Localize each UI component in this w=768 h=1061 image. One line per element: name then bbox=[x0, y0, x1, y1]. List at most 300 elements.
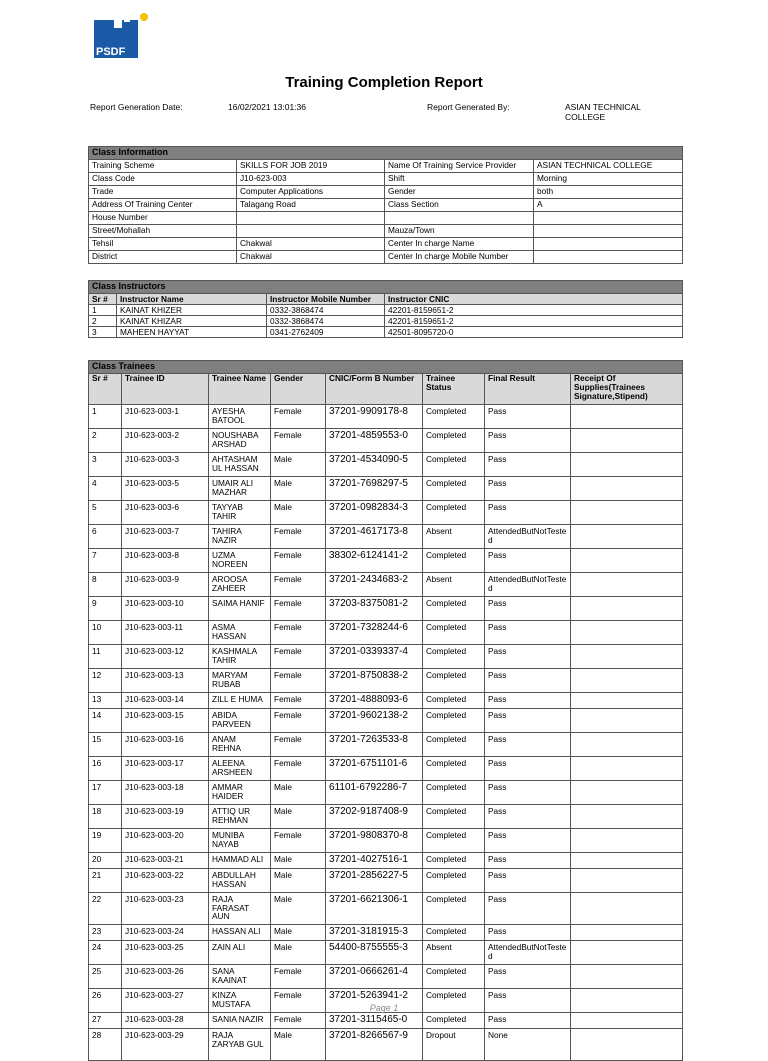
table-cell: Completed bbox=[423, 965, 485, 989]
table-cell: 37201-3115465-0 bbox=[326, 1013, 423, 1029]
table-cell: J10-623-003-16 bbox=[122, 733, 209, 757]
table-cell: 27 bbox=[89, 1013, 122, 1029]
table-cell: 16 bbox=[89, 757, 122, 781]
table-cell: Female bbox=[271, 525, 326, 549]
table-cell: 42201-8159651-2 bbox=[385, 305, 683, 316]
table-row bbox=[89, 869, 683, 893]
info-value: Computer Applications bbox=[237, 186, 385, 199]
table-cell: 37201-9602138-2 bbox=[326, 709, 423, 733]
table-cell: SANIA NAZIR bbox=[209, 1013, 271, 1029]
table-cell bbox=[571, 1013, 683, 1029]
table-cell: Male bbox=[271, 477, 326, 501]
table-cell: ATTIQ UR REHMAN bbox=[209, 805, 271, 829]
table-cell: Pass bbox=[485, 805, 571, 829]
table-row bbox=[89, 477, 683, 501]
table-cell: 14 bbox=[89, 709, 122, 733]
table-row bbox=[89, 733, 683, 757]
table-cell: J10-623-003-21 bbox=[122, 853, 209, 869]
table-cell: 61101-6792286-7 bbox=[326, 781, 423, 805]
table-cell: J10-623-003-12 bbox=[122, 645, 209, 669]
column-header-row bbox=[89, 294, 683, 305]
info-label: House Number bbox=[89, 212, 237, 225]
table-cell: KASHMALA TAHIR bbox=[209, 645, 271, 669]
table-row bbox=[89, 549, 683, 573]
table-cell: Female bbox=[271, 733, 326, 757]
table-cell bbox=[571, 405, 683, 429]
table-cell bbox=[571, 925, 683, 941]
table-cell: Pass bbox=[485, 1013, 571, 1029]
column-header: Instructor CNIC bbox=[385, 294, 683, 305]
table-cell: Pass bbox=[485, 645, 571, 669]
table-cell: ALEENA ARSHEEN bbox=[209, 757, 271, 781]
info-row bbox=[89, 199, 683, 212]
table-cell: NOUSHABA ARSHAD bbox=[209, 429, 271, 453]
table-cell: 11 bbox=[89, 645, 122, 669]
info-value: J10-623-003 bbox=[237, 173, 385, 186]
table-cell: 37201-4534090-5 bbox=[326, 453, 423, 477]
table-cell: 12 bbox=[89, 669, 122, 693]
table-cell: 37203-8375081-2 bbox=[326, 597, 423, 621]
table-cell: Female bbox=[271, 1013, 326, 1029]
table-cell: ASMA HASSAN bbox=[209, 621, 271, 645]
gen-by-label: Report Generated By: bbox=[427, 102, 510, 112]
table-cell: 37202-9187408-9 bbox=[326, 805, 423, 829]
table-cell: AttendedButNotTested bbox=[485, 525, 571, 549]
info-label: Class Code bbox=[89, 173, 237, 186]
table-cell: 22 bbox=[89, 893, 122, 925]
section-title: Class Instructors bbox=[89, 281, 683, 294]
table-cell: Completed bbox=[423, 453, 485, 477]
column-header: Sr # bbox=[89, 294, 117, 305]
table-cell: 5 bbox=[89, 501, 122, 525]
info-label: Name Of Training Service Provider bbox=[385, 160, 534, 173]
table-cell: KINZA MUSTAFA bbox=[209, 989, 271, 1013]
table-cell: 2 bbox=[89, 316, 117, 327]
info-label: Gender bbox=[385, 186, 534, 199]
info-label: Center In charge Name bbox=[385, 238, 534, 251]
page-number: Page 1 bbox=[369, 1003, 399, 1013]
table-cell: Pass bbox=[485, 693, 571, 709]
table-cell: 9 bbox=[89, 597, 122, 621]
table-row bbox=[89, 853, 683, 869]
table-cell: Male bbox=[271, 453, 326, 477]
info-value bbox=[534, 251, 683, 264]
table-cell bbox=[571, 781, 683, 805]
table-cell: AROOSA ZAHEER bbox=[209, 573, 271, 597]
table-cell: J10-623-003-9 bbox=[122, 573, 209, 597]
table-row bbox=[89, 693, 683, 709]
table-cell: 1 bbox=[89, 405, 122, 429]
table-cell: Completed bbox=[423, 645, 485, 669]
table-cell: J10-623-003-25 bbox=[122, 941, 209, 965]
table-cell: Female bbox=[271, 597, 326, 621]
table-cell: 18 bbox=[89, 805, 122, 829]
column-header: Trainee ID bbox=[122, 374, 209, 405]
info-label bbox=[385, 212, 534, 225]
table-cell bbox=[571, 477, 683, 501]
table-row bbox=[89, 757, 683, 781]
table-row bbox=[89, 621, 683, 645]
table-cell: J10-623-003-17 bbox=[122, 757, 209, 781]
table-cell: UMAIR ALI MAZHAR bbox=[209, 477, 271, 501]
table-cell: J10-623-003-28 bbox=[122, 1013, 209, 1029]
table-cell: Completed bbox=[423, 805, 485, 829]
table-cell: Completed bbox=[423, 429, 485, 453]
table-cell: J10-623-003-29 bbox=[122, 1029, 209, 1061]
table-cell: J10-623-003-22 bbox=[122, 869, 209, 893]
table-cell: 37201-0666261-4 bbox=[326, 965, 423, 989]
table-cell: KAINAT KHIZER bbox=[117, 305, 267, 316]
table-cell: 42201-8159651-2 bbox=[385, 316, 683, 327]
table-cell: J10-623-003-15 bbox=[122, 709, 209, 733]
section-title: Class Trainees bbox=[89, 361, 683, 374]
table-cell: 13 bbox=[89, 693, 122, 709]
table-cell bbox=[571, 757, 683, 781]
table-cell: Male bbox=[271, 925, 326, 941]
column-header: Trainee Name bbox=[209, 374, 271, 405]
table-cell: 37201-7328244-6 bbox=[326, 621, 423, 645]
table-cell: 4 bbox=[89, 477, 122, 501]
table-cell: J10-623-003-5 bbox=[122, 477, 209, 501]
table-cell: 24 bbox=[89, 941, 122, 965]
table-cell: HASSAN ALI bbox=[209, 925, 271, 941]
info-label: Center In charge Mobile Number bbox=[385, 251, 534, 264]
table-cell: 0332-3868474 bbox=[267, 305, 385, 316]
table-cell: 37201-4859553-0 bbox=[326, 429, 423, 453]
info-row bbox=[89, 160, 683, 173]
table-cell: Female bbox=[271, 829, 326, 853]
info-value: Morning bbox=[534, 173, 683, 186]
table-cell bbox=[571, 621, 683, 645]
table-cell: TAHIRA NAZIR bbox=[209, 525, 271, 549]
table-cell: 37201-3181915-3 bbox=[326, 925, 423, 941]
info-label: Training Scheme bbox=[89, 160, 237, 173]
table-cell: Pass bbox=[485, 829, 571, 853]
table-cell: J10-623-003-10 bbox=[122, 597, 209, 621]
table-cell: RAJA ZARYAB GUL bbox=[209, 1029, 271, 1061]
table-cell: 7 bbox=[89, 549, 122, 573]
table-cell: Completed bbox=[423, 621, 485, 645]
table-cell: Female bbox=[271, 989, 326, 1013]
section-header bbox=[89, 147, 683, 160]
table-cell: J10-623-003-7 bbox=[122, 525, 209, 549]
table-cell: Completed bbox=[423, 693, 485, 709]
table-cell: Female bbox=[271, 621, 326, 645]
table-cell: J10-623-003-18 bbox=[122, 781, 209, 805]
table-cell: Completed bbox=[423, 757, 485, 781]
table-cell: Pass bbox=[485, 853, 571, 869]
table-cell: Pass bbox=[485, 781, 571, 805]
table-cell bbox=[571, 549, 683, 573]
info-label: Shift bbox=[385, 173, 534, 186]
column-header: Gender bbox=[271, 374, 326, 405]
table-row bbox=[89, 525, 683, 549]
table-cell bbox=[571, 709, 683, 733]
table-cell: J10-623-003-24 bbox=[122, 925, 209, 941]
table-cell: 17 bbox=[89, 781, 122, 805]
info-value: ASIAN TECHNICAL COLLEGE bbox=[534, 160, 683, 173]
table-cell: Pass bbox=[485, 709, 571, 733]
table-cell: Completed bbox=[423, 989, 485, 1013]
table-cell: J10-623-003-19 bbox=[122, 805, 209, 829]
info-value bbox=[237, 225, 385, 238]
table-cell: AttendedButNotTested bbox=[485, 573, 571, 597]
table-row bbox=[89, 305, 683, 316]
info-row bbox=[89, 212, 683, 225]
table-cell: J10-623-003-3 bbox=[122, 453, 209, 477]
info-row bbox=[89, 238, 683, 251]
table-cell: 54400-8755555-3 bbox=[326, 941, 423, 965]
table-cell: 37201-0982834-3 bbox=[326, 501, 423, 525]
table-cell: Male bbox=[271, 781, 326, 805]
table-cell: 15 bbox=[89, 733, 122, 757]
table-cell: Completed bbox=[423, 893, 485, 925]
table-cell bbox=[571, 573, 683, 597]
table-cell: Female bbox=[271, 757, 326, 781]
table-cell: SAIMA HANIF bbox=[209, 597, 271, 621]
table-cell: Completed bbox=[423, 709, 485, 733]
table-row bbox=[89, 1013, 683, 1029]
info-row bbox=[89, 225, 683, 238]
table-cell: J10-623-003-14 bbox=[122, 693, 209, 709]
table-cell: 26 bbox=[89, 989, 122, 1013]
table-cell: HAMMAD ALI bbox=[209, 853, 271, 869]
table-cell: Pass bbox=[485, 733, 571, 757]
section-header bbox=[89, 281, 683, 294]
table-cell: Pass bbox=[485, 757, 571, 781]
column-header: CNIC/Form B Number bbox=[326, 374, 423, 405]
info-value bbox=[534, 212, 683, 225]
table-cell bbox=[571, 597, 683, 621]
table-cell: Male bbox=[271, 941, 326, 965]
table-cell: 37201-5263941-2 bbox=[326, 989, 423, 1013]
table-cell: Female bbox=[271, 693, 326, 709]
table-cell: J10-623-003-1 bbox=[122, 405, 209, 429]
table-cell: Pass bbox=[485, 549, 571, 573]
table-cell: MUNIBA NAYAB bbox=[209, 829, 271, 853]
table-row bbox=[89, 781, 683, 805]
column-header-row bbox=[89, 374, 683, 405]
table-cell: 19 bbox=[89, 829, 122, 853]
table-cell: ABDULLAH HASSAN bbox=[209, 869, 271, 893]
table-cell: Female bbox=[271, 709, 326, 733]
info-value: Chakwal bbox=[237, 238, 385, 251]
table-row bbox=[89, 316, 683, 327]
info-label: Mauza/Town bbox=[385, 225, 534, 238]
column-header: Trainee Status bbox=[423, 374, 485, 405]
table-cell: Female bbox=[271, 965, 326, 989]
table-cell bbox=[571, 693, 683, 709]
table-cell: Male bbox=[271, 501, 326, 525]
class-information-table bbox=[88, 146, 683, 264]
table-cell: Absent bbox=[423, 525, 485, 549]
info-label: District bbox=[89, 251, 237, 264]
table-cell: AMMAR HAIDER bbox=[209, 781, 271, 805]
table-cell: 1 bbox=[89, 305, 117, 316]
info-row bbox=[89, 251, 683, 264]
table-cell bbox=[571, 669, 683, 693]
table-row bbox=[89, 453, 683, 477]
table-cell: Completed bbox=[423, 477, 485, 501]
table-cell bbox=[571, 429, 683, 453]
table-cell: Pass bbox=[485, 453, 571, 477]
table-cell: SANA KAAINAT bbox=[209, 965, 271, 989]
table-cell: Completed bbox=[423, 549, 485, 573]
table-cell: 10 bbox=[89, 621, 122, 645]
column-header: Instructor Mobile Number bbox=[267, 294, 385, 305]
table-cell: Completed bbox=[423, 781, 485, 805]
table-cell: J10-623-003-11 bbox=[122, 621, 209, 645]
logo-text: PSDF bbox=[96, 46, 126, 58]
table-cell bbox=[571, 645, 683, 669]
table-cell: 37201-8750838-2 bbox=[326, 669, 423, 693]
table-cell: 37201-4027516-1 bbox=[326, 853, 423, 869]
table-cell: AYESHA BATOOL bbox=[209, 405, 271, 429]
table-cell: Pass bbox=[485, 477, 571, 501]
table-cell: Male bbox=[271, 869, 326, 893]
table-cell: 37201-6751101-6 bbox=[326, 757, 423, 781]
table-row bbox=[89, 941, 683, 965]
table-cell: 3 bbox=[89, 453, 122, 477]
table-cell bbox=[571, 805, 683, 829]
table-cell: 37201-8266567-9 bbox=[326, 1029, 423, 1061]
class-instructors-table bbox=[88, 280, 683, 338]
table-row bbox=[89, 925, 683, 941]
table-cell: 3 bbox=[89, 327, 117, 338]
table-row bbox=[89, 645, 683, 669]
table-cell: Male bbox=[271, 893, 326, 925]
table-cell: ZILL E HUMA bbox=[209, 693, 271, 709]
table-row bbox=[89, 709, 683, 733]
table-cell: Completed bbox=[423, 501, 485, 525]
info-label: Tehsil bbox=[89, 238, 237, 251]
gen-date-label: Report Generation Date: bbox=[90, 102, 183, 112]
table-cell: Male bbox=[271, 853, 326, 869]
table-cell: 28 bbox=[89, 1029, 122, 1061]
table-cell bbox=[571, 453, 683, 477]
info-value: Talagang Road bbox=[237, 199, 385, 212]
table-cell: 37201-0339337-4 bbox=[326, 645, 423, 669]
table-cell: 0341-2762409 bbox=[267, 327, 385, 338]
info-label: Address Of Training Center bbox=[89, 199, 237, 212]
table-cell bbox=[571, 941, 683, 965]
table-cell: Completed bbox=[423, 869, 485, 893]
table-cell: J10-623-003-27 bbox=[122, 989, 209, 1013]
table-cell: Completed bbox=[423, 829, 485, 853]
table-cell: None bbox=[485, 1029, 571, 1061]
table-cell: ZAIN ALI bbox=[209, 941, 271, 965]
table-cell: 37201-2434683-2 bbox=[326, 573, 423, 597]
table-cell: Absent bbox=[423, 573, 485, 597]
gen-by-value: ASIAN TECHNICAL COLLEGE bbox=[565, 102, 641, 122]
table-cell: 37201-6621306-1 bbox=[326, 893, 423, 925]
table-cell: MAHEEN HAYYAT bbox=[117, 327, 267, 338]
column-header: Final Result bbox=[485, 374, 571, 405]
table-cell: 37201-7263533-8 bbox=[326, 733, 423, 757]
table-cell: MARYAM RUBAB bbox=[209, 669, 271, 693]
table-cell: Pass bbox=[485, 869, 571, 893]
table-cell: Completed bbox=[423, 925, 485, 941]
table-cell: Female bbox=[271, 405, 326, 429]
table-cell: Completed bbox=[423, 405, 485, 429]
column-header: Instructor Name bbox=[117, 294, 267, 305]
info-row bbox=[89, 186, 683, 199]
table-cell bbox=[571, 501, 683, 525]
table-row bbox=[89, 805, 683, 829]
info-value: Chakwal bbox=[237, 251, 385, 264]
table-cell: ANAM REHNA bbox=[209, 733, 271, 757]
info-value: SKILLS FOR JOB 2019 bbox=[237, 160, 385, 173]
table-row bbox=[89, 501, 683, 525]
table-cell: J10-623-003-13 bbox=[122, 669, 209, 693]
table-row bbox=[89, 893, 683, 925]
table-cell: J10-623-003-6 bbox=[122, 501, 209, 525]
table-row bbox=[89, 327, 683, 338]
table-cell: Absent bbox=[423, 941, 485, 965]
section-title: Class Information bbox=[89, 147, 683, 160]
table-cell: KAINAT KHIZAR bbox=[117, 316, 267, 327]
table-cell: 23 bbox=[89, 925, 122, 941]
table-cell: 20 bbox=[89, 853, 122, 869]
table-cell: Completed bbox=[423, 853, 485, 869]
table-cell: 6 bbox=[89, 525, 122, 549]
table-cell: J10-623-003-26 bbox=[122, 965, 209, 989]
psdf-logo bbox=[94, 12, 150, 64]
table-cell: Completed bbox=[423, 597, 485, 621]
table-cell: 37201-9808370-8 bbox=[326, 829, 423, 853]
table-cell: Pass bbox=[485, 965, 571, 989]
table-cell: 42501-8095720-0 bbox=[385, 327, 683, 338]
table-cell bbox=[571, 869, 683, 893]
table-cell: TAYYAB TAHIR bbox=[209, 501, 271, 525]
table-cell bbox=[571, 893, 683, 925]
table-cell: 37201-9909178-8 bbox=[326, 405, 423, 429]
table-cell: Male bbox=[271, 1029, 326, 1061]
table-row bbox=[89, 429, 683, 453]
table-cell: UZMA NOREEN bbox=[209, 549, 271, 573]
info-value: both bbox=[534, 186, 683, 199]
report-title: Training Completion Report bbox=[285, 74, 483, 91]
table-cell: ABIDA PARVEEN bbox=[209, 709, 271, 733]
table-cell: 25 bbox=[89, 965, 122, 989]
info-value: A bbox=[534, 199, 683, 212]
table-cell: Female bbox=[271, 429, 326, 453]
table-cell: Completed bbox=[423, 669, 485, 693]
table-cell: Female bbox=[271, 645, 326, 669]
gen-date-value: 16/02/2021 13:01:36 bbox=[228, 102, 306, 112]
table-row bbox=[89, 405, 683, 429]
table-cell bbox=[571, 733, 683, 757]
table-cell: Pass bbox=[485, 893, 571, 925]
table-row bbox=[89, 597, 683, 621]
table-row bbox=[89, 829, 683, 853]
table-cell: 38302-6124141-2 bbox=[326, 549, 423, 573]
table-cell: Pass bbox=[485, 669, 571, 693]
info-value bbox=[534, 225, 683, 238]
table-cell: Completed bbox=[423, 1013, 485, 1029]
info-label: Trade bbox=[89, 186, 237, 199]
table-cell: AHTASHAM UL HASSAN bbox=[209, 453, 271, 477]
table-cell bbox=[571, 965, 683, 989]
table-cell: Pass bbox=[485, 925, 571, 941]
table-cell: Pass bbox=[485, 597, 571, 621]
table-cell: 37201-4617173-8 bbox=[326, 525, 423, 549]
info-value bbox=[237, 212, 385, 225]
table-cell: Female bbox=[271, 669, 326, 693]
table-cell: Pass bbox=[485, 621, 571, 645]
table-cell: 8 bbox=[89, 573, 122, 597]
table-cell: Male bbox=[271, 805, 326, 829]
